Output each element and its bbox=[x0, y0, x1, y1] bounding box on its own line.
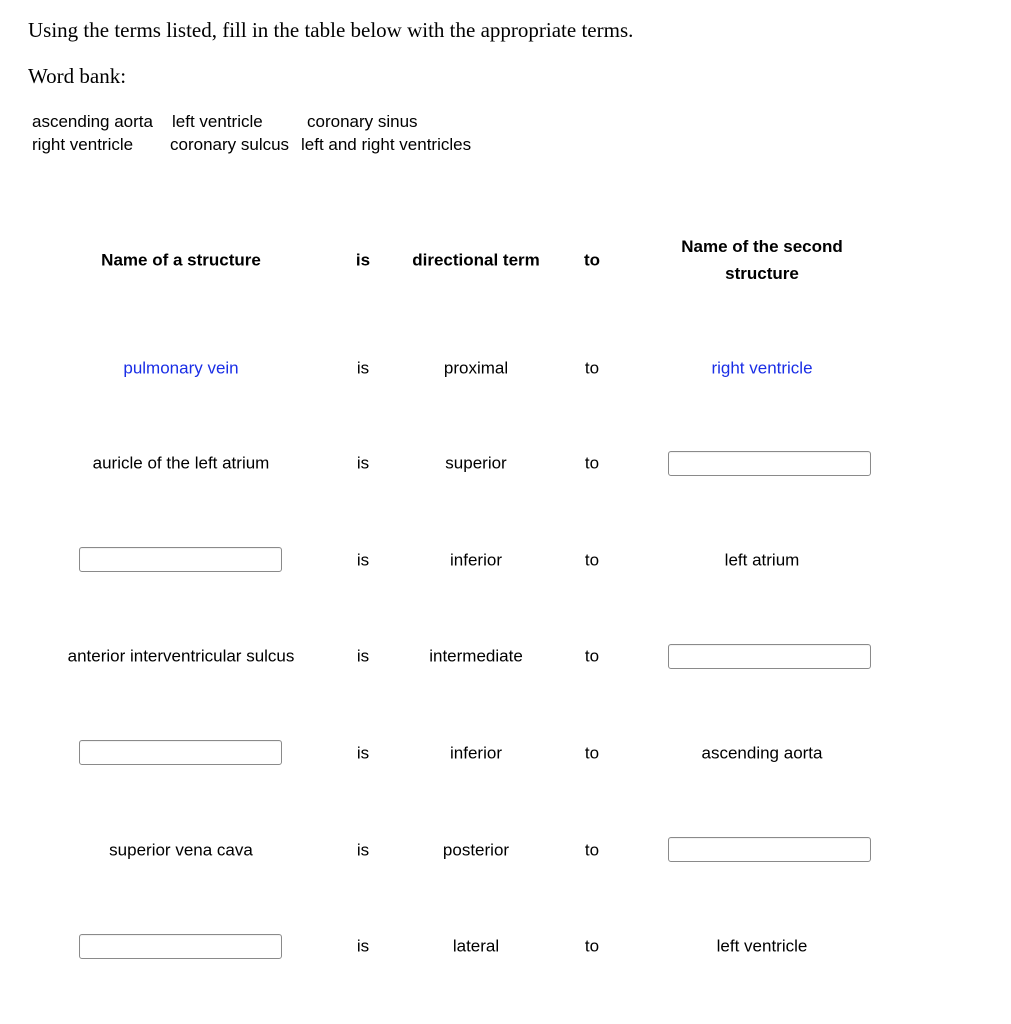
header-is: is bbox=[355, 250, 371, 270]
row-structure: pulmonary vein bbox=[123, 358, 239, 378]
row-directional-term: superior bbox=[445, 453, 507, 473]
word-bank-term: coronary sulcus bbox=[170, 135, 290, 154]
row-directional-term: intermediate bbox=[429, 646, 523, 666]
word-bank-term: ascending aorta bbox=[32, 112, 153, 131]
row-is: is bbox=[356, 646, 370, 666]
row-directional-term: proximal bbox=[443, 358, 509, 378]
row-structure: anterior interventricular sulcus bbox=[67, 646, 295, 666]
row-directional-term: inferior bbox=[450, 743, 502, 763]
row-to: to bbox=[584, 840, 600, 860]
row-is: is bbox=[356, 358, 370, 378]
header-structure: Name of a structure bbox=[101, 250, 261, 270]
row-second-structure: left ventricle bbox=[716, 936, 808, 956]
row-is: is bbox=[356, 453, 370, 473]
word-bank-term: left and right ventricles bbox=[301, 135, 472, 154]
answer-input-row5-structure[interactable] bbox=[79, 740, 282, 765]
answer-input-row7-structure[interactable] bbox=[79, 934, 282, 959]
header-second-line1: Name of the second bbox=[681, 237, 843, 256]
row-is: is bbox=[356, 550, 370, 570]
row-second-structure: right ventricle bbox=[711, 358, 813, 378]
answer-input-row2-second[interactable] bbox=[668, 451, 871, 476]
row-directional-term: inferior bbox=[450, 550, 502, 570]
header-second-structure bbox=[681, 233, 843, 287]
row-directional-term: lateral bbox=[452, 936, 500, 956]
row-directional-term: posterior bbox=[442, 840, 510, 860]
row-is: is bbox=[356, 936, 370, 956]
answer-input-row3-structure[interactable] bbox=[79, 547, 282, 572]
word-bank-term: coronary sinus bbox=[307, 112, 418, 131]
word-bank-term: left ventricle bbox=[172, 112, 263, 131]
row-to: to bbox=[584, 358, 600, 378]
header-second-line2: structure bbox=[725, 264, 799, 283]
row-to: to bbox=[584, 646, 600, 666]
answer-input-row6-second[interactable] bbox=[668, 837, 871, 862]
row-is: is bbox=[356, 743, 370, 763]
word-bank-term: right ventricle bbox=[32, 135, 134, 154]
row-to: to bbox=[584, 743, 600, 763]
instruction-text: Using the terms listed, fill in the table below with the appropriate terms. bbox=[28, 18, 634, 42]
row-to: to bbox=[584, 936, 600, 956]
header-directional-term: directional term bbox=[412, 250, 540, 270]
row-second-structure: ascending aorta bbox=[701, 743, 823, 763]
row-structure: auricle of the left atrium bbox=[92, 453, 270, 473]
row-structure: superior vena cava bbox=[109, 840, 253, 860]
answer-input-row4-second[interactable] bbox=[668, 644, 871, 669]
header-to: to bbox=[583, 250, 601, 270]
word-bank-label: Word bank: bbox=[28, 64, 127, 88]
row-is: is bbox=[356, 840, 370, 860]
row-to: to bbox=[584, 550, 600, 570]
row-second-structure: left atrium bbox=[724, 550, 800, 570]
row-to: to bbox=[584, 453, 600, 473]
